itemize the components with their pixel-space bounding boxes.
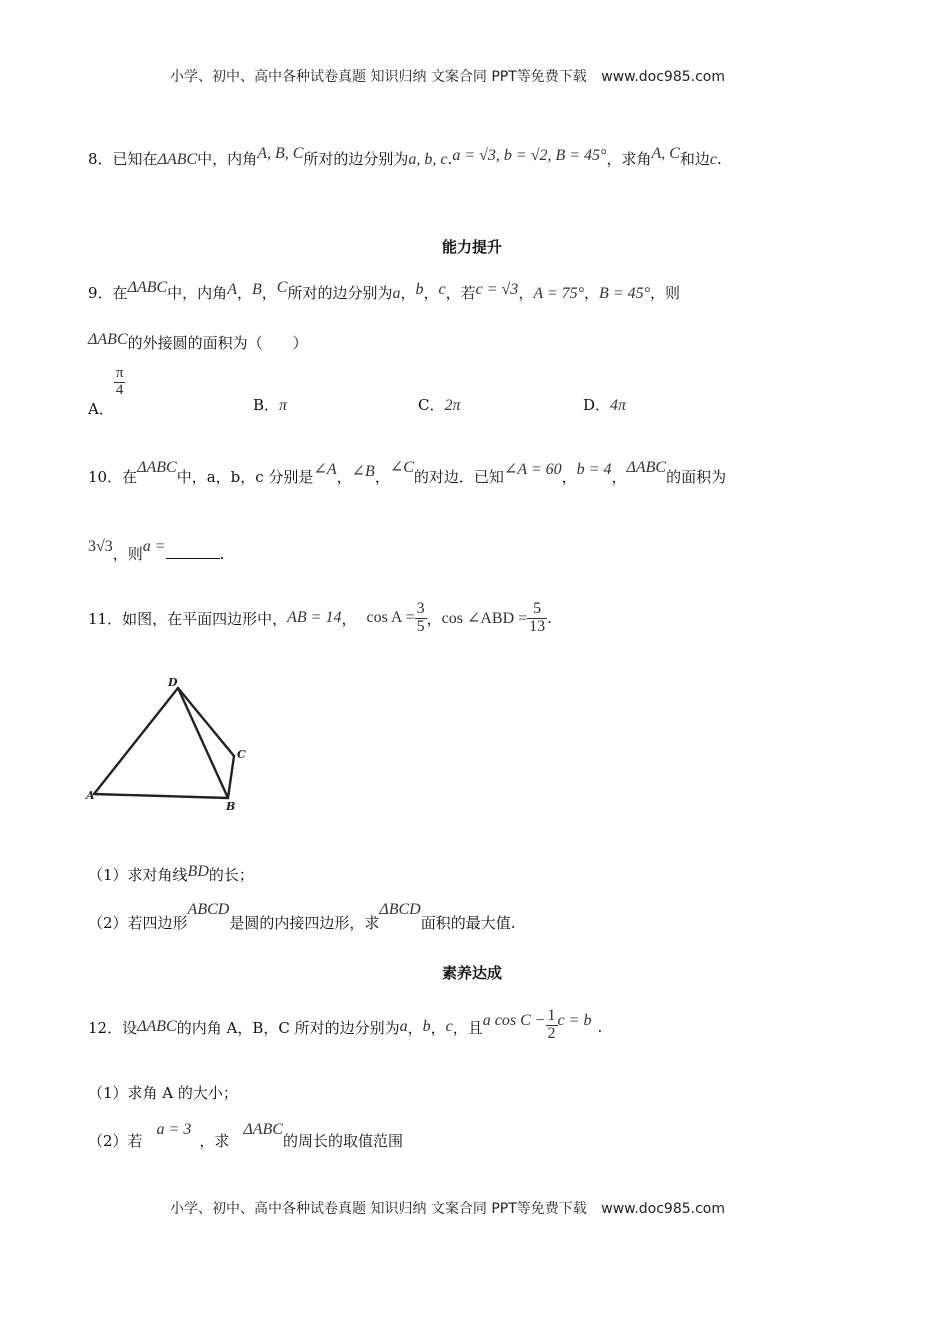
question-10 bbox=[88, 459, 727, 487]
q9-cond-a: A = 75° bbox=[533, 285, 585, 302]
q9-sep-sb: ， bbox=[423, 284, 439, 302]
q10-angle-c: ∠C bbox=[389, 459, 414, 476]
q8-angles: A, B, C bbox=[257, 145, 304, 162]
q9-cond-c: c = √3 bbox=[475, 281, 519, 298]
footer-text: 小学、初中、高中各种试卷真题 知识归纳 文案合同 PPT等免费下载 bbox=[170, 1201, 587, 1217]
q12-sep-b: ， bbox=[430, 1018, 446, 1037]
q10-text-3: 的对边．已知 bbox=[413, 468, 504, 486]
question-9 bbox=[88, 279, 681, 303]
q8-text-4: ，求角 bbox=[606, 150, 652, 168]
q10-number: 10． bbox=[88, 468, 123, 486]
footer-site[interactable]: www.doc985.com bbox=[601, 1201, 725, 1217]
q12-eq-right: c = b bbox=[557, 1012, 592, 1029]
q11-part-2 bbox=[88, 901, 516, 933]
q11-p2-var: ABCD bbox=[187, 901, 230, 918]
q12-eq-fraction bbox=[546, 1008, 558, 1043]
q12-sep-a: ， bbox=[407, 1018, 423, 1037]
q12-p2-triangle: ΔABC bbox=[243, 1121, 283, 1138]
q10-cond-angle: ∠A = 60 bbox=[503, 461, 562, 478]
q11-cond-ab: AB = 14 bbox=[287, 609, 342, 626]
q8-dot: . bbox=[447, 150, 453, 168]
q9-cond-b: B = 45° bbox=[599, 285, 650, 302]
q11-p2-text-1: 是圆的内接四边形，求 bbox=[229, 914, 380, 932]
q9-side-c: c bbox=[438, 281, 446, 298]
q9-option-a-label: A． bbox=[88, 400, 114, 419]
q12-eq-num: 1 bbox=[547, 1006, 556, 1024]
question-12 bbox=[88, 1004, 602, 1050]
q11-cos-a-num: 3 bbox=[416, 599, 425, 617]
q9-option-c-label: C． bbox=[418, 396, 445, 414]
q8-ask-angles: A, C bbox=[651, 145, 680, 162]
q10-text-2: 中，a，b，c 分别是 bbox=[176, 468, 314, 486]
q9-text-5: ，则 bbox=[650, 284, 681, 302]
q9-option-a-fraction bbox=[114, 366, 126, 399]
q10-line2-text: ，则 bbox=[112, 545, 143, 563]
q9-sep-sa: ， bbox=[400, 284, 416, 302]
q12-text-3: ，且 bbox=[452, 1018, 483, 1037]
q9-option-c-value: 2π bbox=[444, 397, 461, 414]
q12-number: 12． bbox=[88, 1018, 123, 1037]
q10-sep-1: ， bbox=[336, 468, 352, 486]
q11-cos-abd-num: 5 bbox=[533, 599, 542, 617]
section-title-ability: 能力提升 bbox=[442, 238, 503, 256]
q11-p2-label: （2）若四边形 bbox=[88, 914, 188, 932]
q11-sep-1: ， bbox=[341, 609, 357, 628]
q9-angle-a: A bbox=[227, 281, 237, 298]
q11-cos-a-den: 5 bbox=[416, 617, 425, 635]
q9-text-4: ，若 bbox=[445, 284, 476, 302]
q8-text-3: 所对的边分别为 bbox=[303, 150, 409, 168]
q9-option-b-value: π bbox=[279, 397, 288, 414]
q11-text-1: 如图，在平面四边形中， bbox=[122, 609, 288, 628]
q8-side-c: c bbox=[709, 151, 718, 168]
question-9-line-2 bbox=[88, 332, 308, 353]
q11-sep-2: ， bbox=[426, 609, 442, 628]
q9-sep-1: ， bbox=[518, 284, 534, 302]
q9-option-d-label: D． bbox=[583, 396, 611, 414]
q11-cos-abd-left: cos ∠ABD = bbox=[441, 610, 528, 627]
q11-number: 11． bbox=[88, 609, 123, 628]
q8-conditions: a = √3, b = √2, B = 45° bbox=[452, 147, 607, 164]
q9-line2-triangle: ΔABC bbox=[88, 331, 128, 348]
q11-p1-text: 的长； bbox=[208, 866, 254, 884]
q9-sep-b: ， bbox=[261, 284, 277, 302]
edge-cb bbox=[228, 756, 234, 798]
q11-cos-abd-den: 13 bbox=[529, 617, 546, 635]
q9-side-a: a bbox=[392, 285, 401, 302]
q9-option-d-value: 4π bbox=[610, 397, 627, 414]
q11-p1-label: （1）求对角线 bbox=[88, 866, 188, 884]
q12-p2-text-2: 的周长的取值范围 bbox=[282, 1132, 403, 1150]
edge-dc bbox=[178, 688, 234, 756]
q10-sep-2: ， bbox=[374, 468, 390, 486]
q12-eq-left: a cos C − bbox=[482, 1012, 546, 1029]
question-10-line-2 bbox=[88, 538, 225, 564]
q10-sep-3: ， bbox=[561, 468, 577, 486]
vertex-label-c: C bbox=[237, 748, 246, 761]
page-footer bbox=[170, 1198, 725, 1218]
header-text: 小学、初中、高中各种试卷真题 知识归纳 文案合同 PPT等免费下载 bbox=[170, 69, 587, 85]
q10-text-1: 在 bbox=[122, 468, 138, 486]
q8-text-2: 中，内角 bbox=[197, 150, 258, 168]
edge-da bbox=[94, 688, 178, 794]
q10-angle-a: ∠A bbox=[313, 461, 337, 478]
q8-sides: a, b, c bbox=[408, 151, 448, 168]
header-site[interactable]: www.doc985.com bbox=[601, 69, 725, 85]
q9-triangle: ΔABC bbox=[127, 279, 168, 296]
q9-angle-b: B bbox=[251, 281, 262, 298]
q8-number: 8． bbox=[88, 150, 113, 168]
q10-line2-end: . bbox=[219, 545, 225, 563]
section-title-literacy: 素养达成 bbox=[442, 964, 503, 982]
page-header bbox=[170, 66, 725, 86]
q9-option-a-den: 4 bbox=[114, 382, 126, 399]
q12-p1-text: （1）求角 A 的大小； bbox=[88, 1084, 238, 1102]
q12-side-b: b bbox=[422, 1018, 431, 1035]
q9-text-1: 在 bbox=[112, 284, 128, 302]
q9-sep-2: ， bbox=[584, 284, 600, 302]
q10-area-value: 3√3 bbox=[88, 538, 113, 555]
q10-angle-b: ∠B bbox=[351, 463, 375, 480]
q12-p2-text-1: ，求 bbox=[199, 1132, 230, 1150]
q9-option-a-num: π bbox=[115, 365, 124, 381]
edge-db bbox=[178, 688, 228, 798]
q9-number: 9． bbox=[88, 284, 113, 302]
q12-part-1 bbox=[88, 1082, 238, 1103]
q11-part-1 bbox=[88, 864, 254, 885]
question-11 bbox=[88, 596, 552, 640]
q9-option-b[interactable] bbox=[253, 394, 287, 415]
q12-p2-cond: a = 3 bbox=[156, 1121, 192, 1138]
q8-triangle: ΔABC bbox=[157, 151, 198, 168]
q12-text-2: 的内角 A，B，C 所对的边分别为 bbox=[176, 1018, 400, 1037]
q9-option-b-label: B． bbox=[253, 396, 280, 414]
q9-option-c[interactable] bbox=[418, 394, 461, 415]
q9-angle-c: C bbox=[276, 279, 288, 296]
q11-cos-a-fraction bbox=[415, 601, 427, 636]
q9-text-2: 中，内角 bbox=[167, 284, 228, 302]
q9-text-3: 所对的边分别为 bbox=[287, 284, 393, 302]
q11-p2-triangle: ΔBCD bbox=[379, 901, 421, 918]
q9-option-a[interactable] bbox=[88, 365, 125, 419]
q12-end: . bbox=[597, 1018, 603, 1036]
q11-quadrilateral-figure bbox=[84, 672, 254, 812]
q12-triangle: ΔABC bbox=[137, 1018, 177, 1035]
q12-eq-den: 2 bbox=[547, 1024, 556, 1042]
q12-side-c: c bbox=[445, 1018, 453, 1035]
vertex-label-a: A bbox=[86, 789, 95, 802]
vertex-label-d: D bbox=[168, 676, 178, 689]
vertex-label-b: B bbox=[226, 800, 236, 812]
q8-text-1: 已知在 bbox=[112, 150, 158, 168]
edge-ab bbox=[94, 794, 228, 798]
q8-text-5: 和边 bbox=[679, 150, 710, 168]
q10-var-a: a = bbox=[142, 538, 166, 555]
q9-line2-text: 的外接圆的面积为（ ） bbox=[127, 334, 308, 352]
q11-p2-text-2: 面积的最大值. bbox=[420, 914, 516, 932]
q10-triangle: ΔABC bbox=[137, 459, 177, 476]
q12-part-2 bbox=[88, 1121, 403, 1151]
q11-p1-var: BD bbox=[187, 863, 209, 880]
q10-cond-b: b = 4 bbox=[576, 461, 612, 478]
question-8 bbox=[88, 145, 722, 169]
q10-sep-4: ， bbox=[611, 468, 627, 486]
q10-text-4: 的面积为 bbox=[666, 468, 727, 486]
q12-text-1: 设 bbox=[122, 1018, 138, 1037]
q8-end: . bbox=[717, 150, 722, 168]
q12-side-a: a bbox=[399, 1018, 408, 1035]
q9-sep-a: ， bbox=[236, 284, 252, 302]
q10-answer-blank[interactable] bbox=[166, 546, 220, 559]
q10-triangle-2: ΔABC bbox=[626, 459, 667, 476]
q11-end: . bbox=[547, 609, 552, 627]
q11-cos-abd-fraction bbox=[527, 601, 547, 636]
q9-side-b: b bbox=[415, 281, 424, 298]
q11-cos-a-left: cos A = bbox=[366, 609, 415, 626]
q9-option-d[interactable] bbox=[583, 394, 626, 415]
q12-p2-label: （2）若 bbox=[88, 1132, 143, 1150]
